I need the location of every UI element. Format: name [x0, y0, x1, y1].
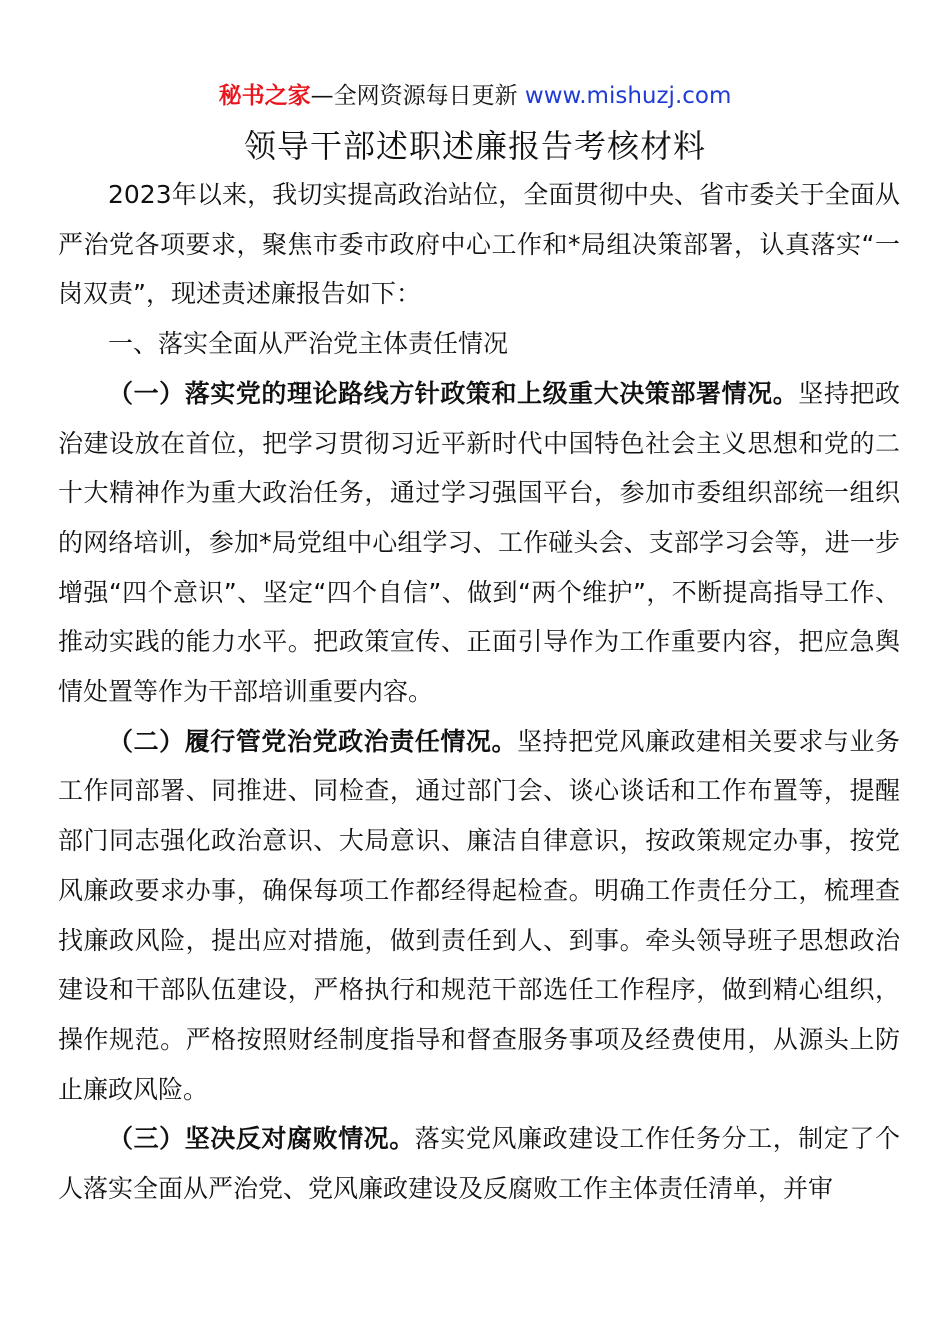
section-heading: 一、落实全面从严治党主体责任情况 — [108, 329, 509, 359]
document-title: 领导干部述职述廉报告考核材料 — [243, 127, 706, 165]
paragraph-3-lead: （三）坚决反对腐败情况。 — [108, 1124, 415, 1154]
paragraph-1 — [58, 369, 900, 717]
brand-name: 秘书之家 — [218, 83, 311, 109]
paragraph-3-body: 落实党风廉政建设工作任务分工，制定了个人落实全面从严治党、党风廉政建设及反腐败工作主体责任清单，并审 — [58, 1124, 900, 1204]
site-url-link[interactable]: www.mishuzj.com — [524, 83, 732, 109]
document-body — [58, 170, 900, 1214]
paragraph-2 — [58, 717, 900, 1115]
site-header — [0, 80, 950, 112]
paragraph-3 — [58, 1114, 900, 1213]
paragraph-2-body: 坚持把党风廉政建相关要求与业务工作同部署、同推进、同检查，通过部门会、谈心谈话和工作布置等，提醒部门同志强化政治意识、大局意识、廉洁自律意识，按政策规定办事，按党风廉政要求办事，确保每项工作都经得起检查。明确工作责任分工，梳理查找廉政风险，提出应对措施，做到责任到人、到事。牵头领导班子思想政治建设和干部队伍建设，严格执行和规范干部选任工作程序，做到精心组织，操作规范。严格按照财经制度指导和督查服务事项及经费使用，从源头上防止廉政风险。 — [58, 726, 900, 1104]
intro-paragraph: 2023年以来，我切实提高政治站位，全面贯彻中央、省市委关于全面从严治党各项要求，聚焦市委市政府中心工作和*局组决策部署，认真落实“一岗双责”，现述责述廉报告如下： — [58, 180, 900, 309]
header-tagline: —全网资源每日更新 — [310, 83, 518, 109]
paragraph-1-body: 坚持把政治建设放在首位，把学习贯彻习近平新时代中国特色社会主义思想和党的二十大精神作为重大政治任务，通过学习强国平台，参加市委组织部统一组织的网络培训，参加*局党组中心组学习、工作碰头会、支部学习会等，进一步增强“四个意识”、坚定“四个自信”、做到“两个维护”，不断提高指导工作、推动实践的能力水平。把政策宣传、正面引导作为工作重要内容，把应急舆情处置等作为干部培训重要内容。 — [58, 378, 900, 707]
paragraph-1-lead: （一）落实党的理论路线方针政策和上级重大决策部署情况。 — [108, 378, 799, 408]
paragraph-2-lead: （二）履行管党治党政治责任情况。 — [108, 726, 518, 756]
